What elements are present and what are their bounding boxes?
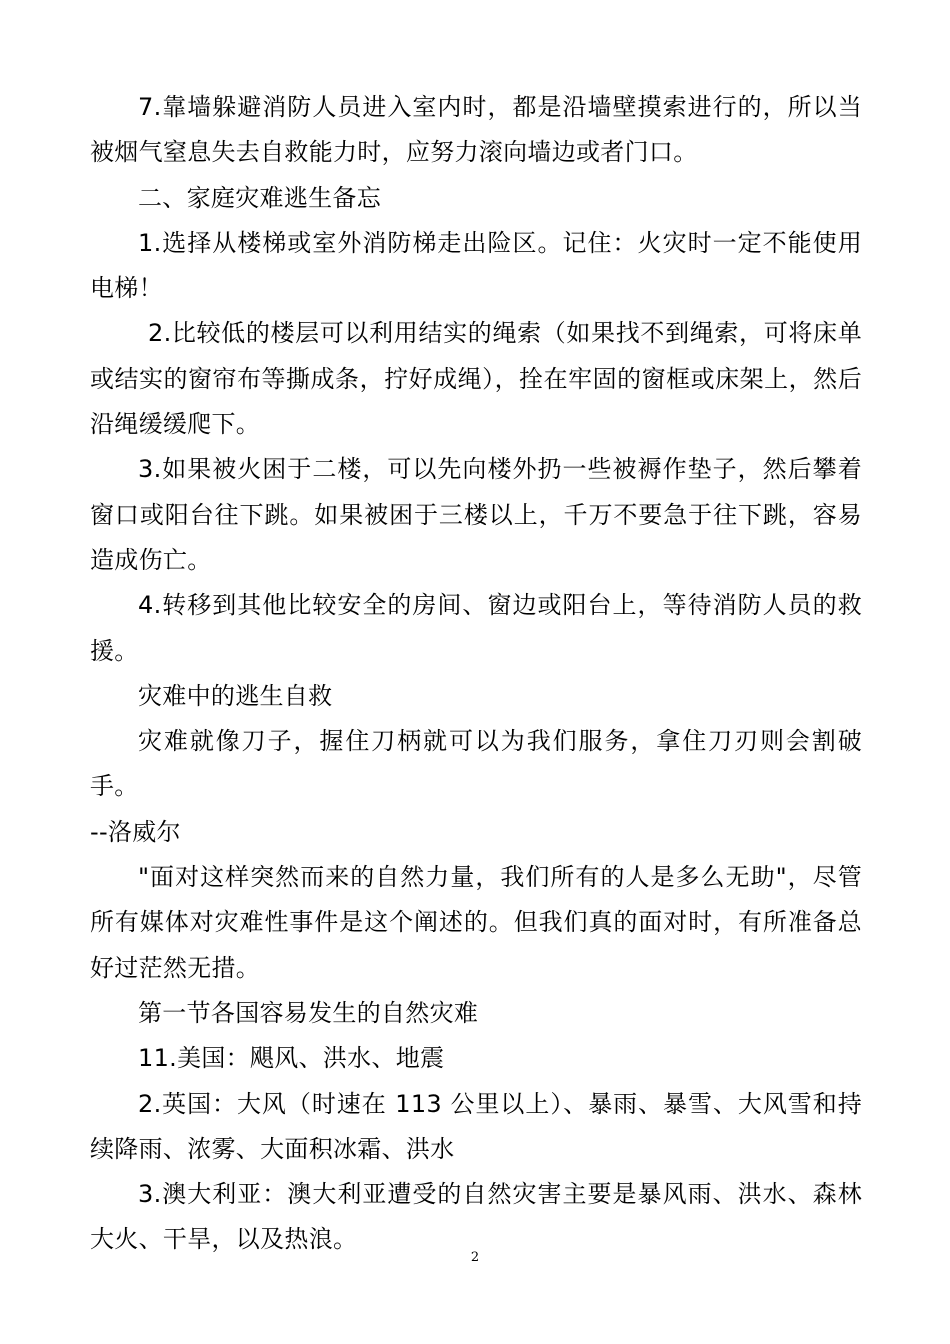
section-heading-family-escape: 二、家庭灾难逃生备忘 [138,183,381,212]
list-item-australia: 3.澳大利亚：澳大利亚遭受的自然灾害主要是暴风雨、洪水、森林大火、干旱，以及热浪。 [90,1180,862,1254]
list-item-usa: 11.美国：飓风、洪水、地震 [138,1044,445,1073]
page-number: 2 [470,1250,480,1265]
paragraph-rope: 2.比较低的楼层可以利用结实的绳索（如果找不到绳索，可将床单或结实的窗帘布等撕成条，拧好成绳），拴在牢固的窗框或床架上，然后沿绳缓缓爬下。 [90,319,862,439]
section-heading-disaster-self-rescue: 灾难中的逃生自救 [138,681,333,710]
list-item-uk: 2.英国：大风（时速在 113 公里以上）、暴雨、暴雪、大风雪和持续降雨、浓雾、大面积冰霜、洪水 [90,1089,862,1163]
quote-attribution: --洛威尔 [90,817,181,846]
paragraph-safe-room: 4.转移到其他比较安全的房间、窗边或阳台上，等待消防人员的救援。 [90,591,862,665]
paragraph-stairs: 1.选择从楼梯或室外消防梯走出险区。记住：火灾时一定不能使用电梯！ [90,228,862,303]
section-heading-natural-disasters: 第一节各国容易发生的自然灾难 [138,998,479,1027]
paragraph-wall-escape: 7.靠墙躲避消防人员进入室内时，都是沿墙壁摸索进行的，所以当被烟气窒息失去自救能力时，应努力滚向墙边或者门口。 [90,93,862,167]
paragraph-second-floor: 3.如果被火困于二楼，可以先向楼外扔一些被褥作垫子，然后攀着窗口或阳台往下跳。如果被困于三楼以上，千万不要急于往下跳，容易造成伤亡。 [90,455,862,574]
paragraph-media-quote: "面对这样突然而来的自然力量，我们所有的人是多么无助"，尽管所有媒体对灾难性事件是这个阐述的。但我们真的面对时，有所准备总好过茫然无措。 [90,863,862,982]
document-body [90,85,862,1263]
quote-text: 灾难就像刀子，握住刀柄就可以为我们服务，拿住刀刃则会割破手。 [90,727,862,801]
